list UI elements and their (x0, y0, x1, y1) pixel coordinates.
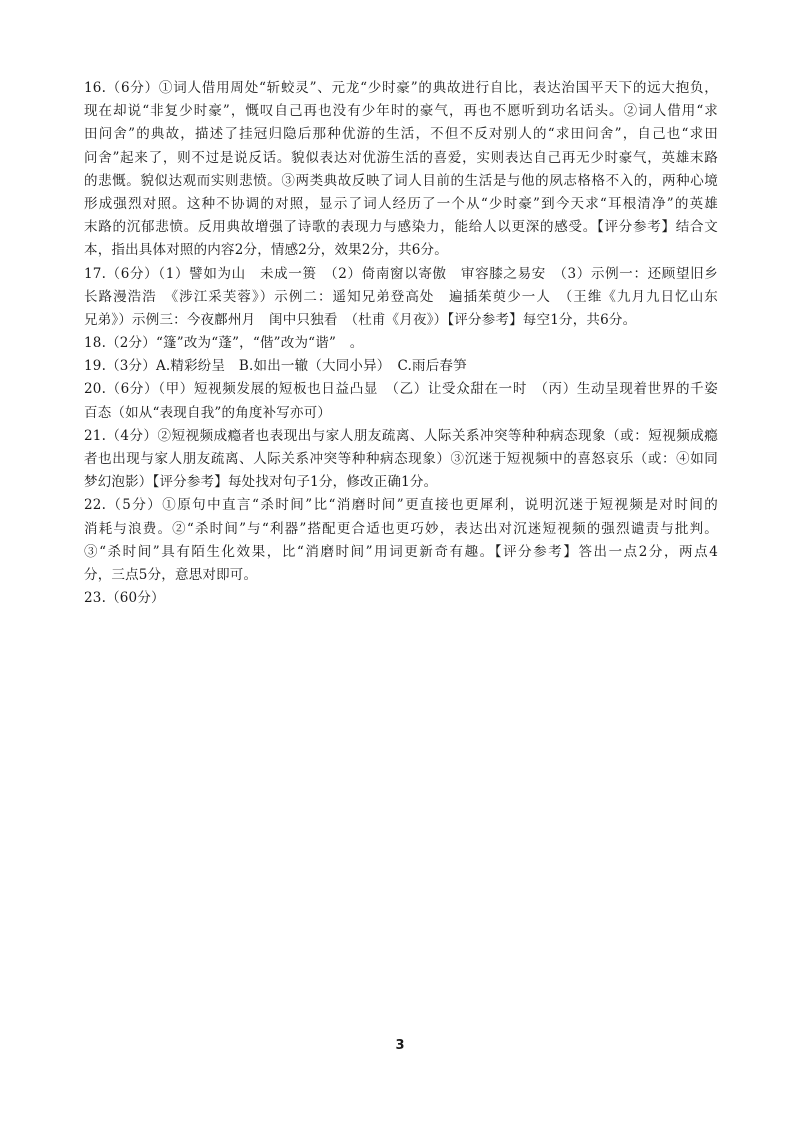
text-line: 末路的沉郁悲愤。反用典故增强了诗歌的表现力与感染力，能给人以更深的感受。【评分参考】结合文 (84, 219, 718, 236)
text-line: 17.（6分）（1）譬如为山 未成一篑 （2）倚南窗以寄傲 审容膝之易安 （3）示例一：还顾望旧乡 (84, 265, 718, 282)
text-line: 田问舍”的典故，描述了挂冠归隐后那种优游的生活，不但不反对别人的“求田问舍”，自己也“求田 (84, 126, 718, 143)
text-line: 分，三点5分，意思对即可。 (84, 566, 258, 583)
text-line: 21.（4分）②短视频成瘾者也表现出与家人朋友疏离、人际关系冲突等种种病态现象（或：短视频成瘾 (84, 427, 718, 444)
text-line: 19.（3分）A.精彩纷呈 B.如出一辙（大同小异） C.雨后春笋 (84, 358, 467, 375)
page-number: 3 (395, 1038, 405, 1053)
text-line: 20.（6分）（甲）短视频发展的短板也日益凸显 （乙）让受众甜在一时 （丙）生动呈现着世界的千姿 (84, 381, 718, 398)
text-line: 本，指出具体对照的内容2分，情感2分，效果2分，共6分。 (84, 242, 448, 259)
text-line: 23.（60分） (84, 590, 165, 607)
text-line: 兄弟》）示例三：今夜鄜州月 闺中只独看 （杜甫《月夜》）【评分参考】每空1分，共6分。 (84, 311, 637, 328)
text-line: 22.（5分）①原句中直言“杀时间”比“消磨时间”更直接也更犀利，说明沉迷于短视频是对时间的 (84, 497, 718, 514)
text-line: 者也出现与家人朋友疏离、人际关系冲突等种种病态现象）③沉迷于短视频中的喜怒哀乐（或：④如同 (84, 451, 718, 467)
text-line: 的悲慨。貌似达观而实则悲愤。③两类典故反映了词人目前的生活是与他的夙志格格不入的，两种心境 (84, 172, 718, 189)
answer-key-text (84, 77, 718, 610)
text-line: ③“杀时间”具有陌生化效果，比“消磨时间”用词更新奇有趣。【评分参考】答出一点2分，两点4 (84, 543, 718, 560)
text-line: 问舍”起来了，则不过是说反话。貌似表达对优游生活的喜爱，实则表达自己再无少时豪气，英雄末路 (84, 149, 718, 166)
text-line: 形成强烈对照。这种不协调的对照，显示了词人经历了一个从“少时豪”到今天求“耳根清净”的英雄 (84, 195, 718, 212)
text-line: 长路漫浩浩 《涉江采芙蓉》）示例二：遥知兄弟登高处 遍插茱萸少一人 （王维《九月九日忆山东 (84, 288, 718, 305)
text-line: 百态（如从“表现自我”的角度补写亦可） (84, 404, 332, 421)
text-line: 消耗与浪费。②“杀时间”与“利器”搭配更合适也更巧妙，表达出对沉迷短视频的强烈谴责与批判。 (84, 520, 718, 537)
text-line: 现在却说“非复少时豪”，慨叹自己再也没有少年时的豪气，再也不愿听到功名话头。②词人借用“求 (84, 103, 718, 120)
text-line: 18.（2分）“篷”改为“蓬”，“偕”改为“谐” 。 (84, 335, 364, 352)
text-line: 16.（6分）①词人借用周处“斩蛟灵”、元龙“少时豪”的典故进行自比，表达治国平天下的远大抱负， (84, 80, 718, 96)
text-line: 梦幻泡影）【评分参考】每处找对句子1分，修改正确1分。 (84, 474, 438, 491)
